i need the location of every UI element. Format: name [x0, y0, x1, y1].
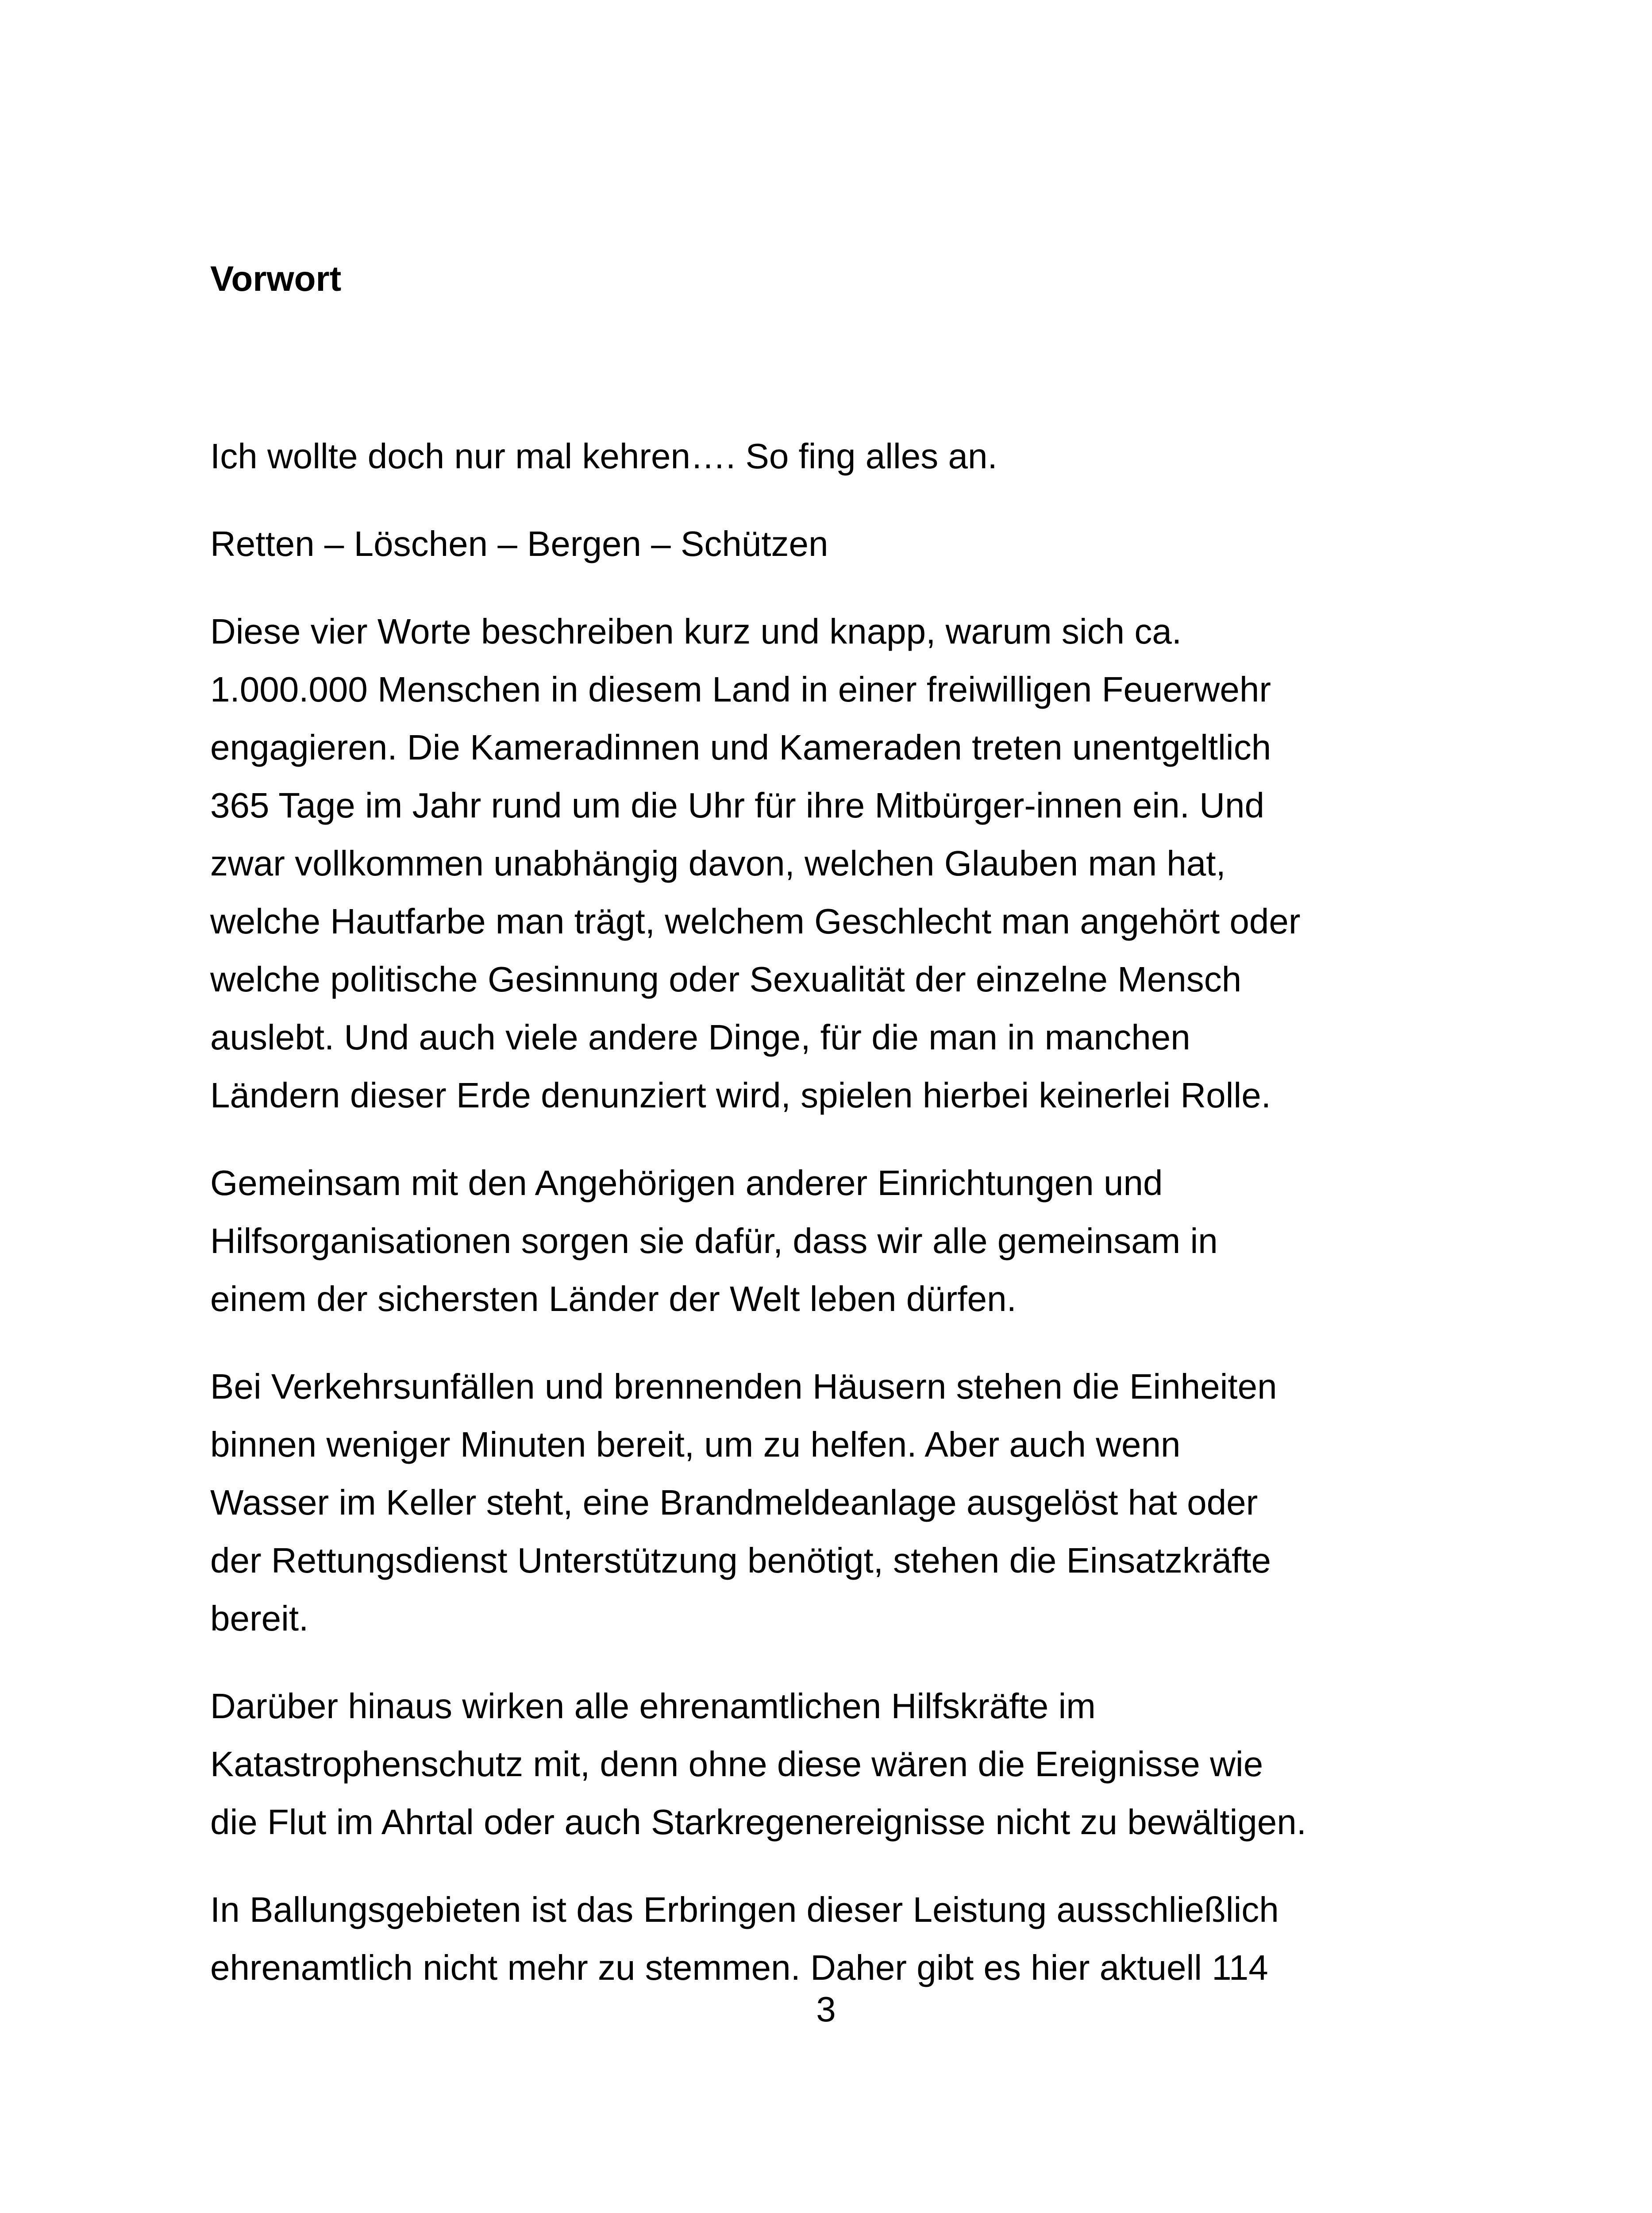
text-line: Wasser im Keller steht, eine Brandmeldeanlage ausgelöst hat oder [210, 1483, 1258, 1522]
text-line: Darüber hinaus wirken alle ehrenamtlichen Hilfskräfte im [210, 1686, 1096, 1726]
text-line: einem der sichersten Länder der Welt leben dürfen. [210, 1279, 1017, 1319]
page-number: 3 [816, 1989, 836, 2029]
text-line: Diese vier Worte beschreiben kurz und knapp, warum sich ca. [210, 612, 1182, 651]
text-line: binnen weniger Minuten bereit, um zu helfen. Aber auch wenn [210, 1425, 1181, 1464]
text-line: Ländern dieser Erde denunziert wird, spielen hierbei keinerlei Rolle. [210, 1076, 1271, 1115]
text-line: auslebt. Und auch viele andere Dinge, für die man in manchen [210, 1018, 1190, 1057]
paragraph [210, 602, 1467, 1124]
text-line: zwar vollkommen unabhängig davon, welchen Glauben man hat, [210, 844, 1226, 883]
text-line: bereit. [210, 1599, 309, 1638]
text-line: ehrenamtlich nicht mehr zu stemmen. Daher gibt es hier aktuell 114 [210, 1948, 1268, 1987]
body-text [210, 427, 1467, 2026]
text-line: engagieren. Die Kameradinnen und Kameraden treten unentgeltlich [210, 728, 1271, 767]
paragraph [210, 515, 1467, 573]
paragraph [210, 1357, 1467, 1647]
text-line: Katastrophenschutz mit, denn ohne diese wären die Ereignisse wie [210, 1744, 1263, 1784]
text-line: die Flut im Ahrtal oder auch Starkregenereignisse nicht zu bewältigen. [210, 1802, 1306, 1842]
text-line: Bei Verkehrsunfällen und brennenden Häusern stehen die Einheiten [210, 1367, 1277, 1406]
text-line: Ich wollte doch nur mal kehren…. So fing alles an. [210, 436, 997, 476]
paragraph [210, 1677, 1467, 1851]
text-line: Gemeinsam mit den Angehörigen anderer Einrichtungen und [210, 1163, 1163, 1203]
text-line: Hilfsorganisationen sorgen sie dafür, dass wir alle gemeinsam in [210, 1221, 1218, 1261]
text-line: 365 Tage im Jahr rund um die Uhr für ihre Mitbürger-innen ein. Und [210, 786, 1264, 825]
text-line: 1.000.000 Menschen in diesem Land in einer freiwilligen Feuerwehr [210, 670, 1271, 709]
text-line: welche politische Gesinnung oder Sexualität der einzelne Mensch [210, 960, 1242, 999]
text-line: der Rettungsdienst Unterstützung benötigt, stehen die Einsatzkräfte [210, 1541, 1271, 1580]
text-line: In Ballungsgebieten ist das Erbringen dieser Leistung ausschließlich [210, 1890, 1279, 1929]
text-line: welche Hautfarbe man trägt, welchem Geschlecht man angehört oder [210, 902, 1301, 941]
paragraph [210, 1154, 1467, 1328]
paragraph [210, 1881, 1467, 1997]
paragraph [210, 427, 1467, 485]
text-line: Retten – Löschen – Bergen – Schützen [210, 524, 828, 563]
page-heading: Vorwort [210, 259, 342, 298]
